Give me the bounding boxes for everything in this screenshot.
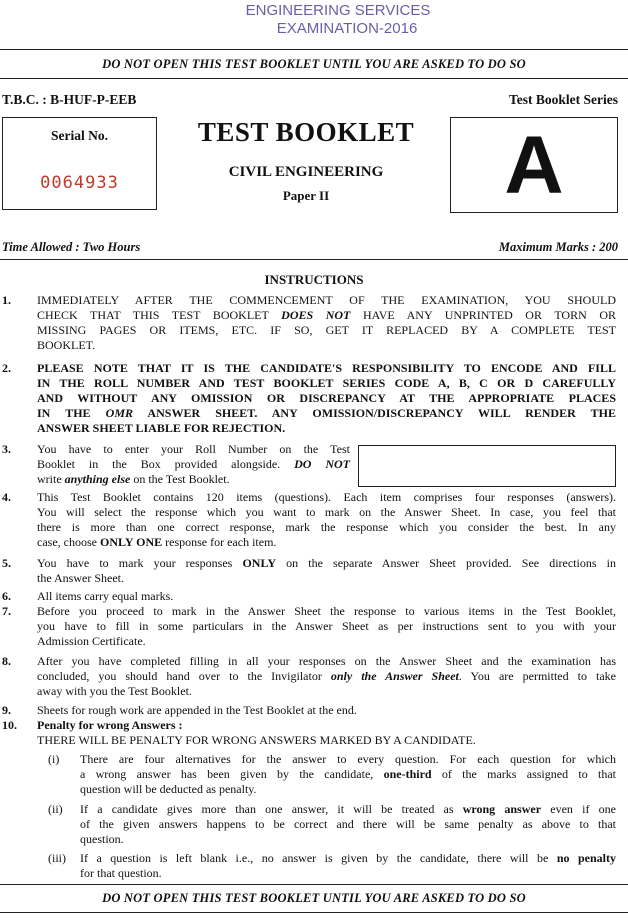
serial-label: Serial No. [51, 128, 108, 143]
penalty-point-text [80, 802, 616, 847]
penalty-line: question. [80, 832, 124, 847]
item-number: 3. [2, 442, 11, 456]
penalty-point-number: (ii) [48, 802, 63, 816]
item-line: Booklet in the Box provided alongside. DO NOT [37, 457, 350, 472]
tbc-code: T.B.C. : B-HUF-P-EEB [2, 92, 137, 107]
item-number: 2. [2, 361, 11, 375]
item-text [37, 490, 616, 550]
exam-stamp [228, 2, 448, 38]
item-line: CHECK THAT THIS TEST BOOKLET DOES NOT HAVE ANY UNPRINTED OR TORN OR [37, 308, 616, 323]
item-line: MISSING PAGES OR ITEMS, ETC. IF SO, GET IT REPLACED BY A COMPLETE TEST [37, 323, 616, 338]
item-line: You have to mark your responses ONLY on the separate Answer Sheet provided. See directions in [37, 556, 616, 570]
series-letter-box [450, 117, 618, 213]
penalty-line: question will be deducted as penalty. [80, 782, 257, 797]
item-line: the Answer Sheet. [37, 571, 124, 586]
item-number: 7. [2, 604, 11, 618]
item-line: ANSWER SHEET LIABLE FOR REJECTION. [37, 421, 286, 436]
bottom-banner-rule [0, 912, 628, 913]
item-number: 8. [2, 654, 11, 668]
item-line: PLEASE NOTE THAT IT IS THE CANDIDATE'S RESPONSIBILITY TO ENCODE AND FILL [37, 361, 616, 375]
item-line: IMMEDIATELY AFTER THE COMMENCEMENT OF THE EXAMINATION, YOU SHOULD [37, 293, 616, 307]
booklet-title: TEST BOOKLET [197, 117, 415, 147]
bottom-rule [0, 884, 628, 885]
penalty-line: If a candidate gives more than one answer, it will be treated as wrong answer even if one [80, 802, 616, 816]
instructions-heading: INSTRUCTIONS [264, 272, 364, 287]
item-number: 1. [2, 293, 11, 307]
item-line: write anything else on the Test Booklet. [37, 472, 230, 487]
item-line: case, choose ONLY ONE response for each item. [37, 535, 277, 550]
time-allowed: Time Allowed : Two Hours [2, 240, 141, 254]
item-text [37, 703, 616, 718]
item-line: IN THE OMR ANSWER SHEET. ANY OMISSION/DISCREPANCY WILL RENDER THE [37, 406, 616, 421]
header-rule [0, 259, 628, 260]
item-text [37, 654, 616, 699]
item-line: there is more than one correct response, mark the response which you consider the best. In any [37, 520, 616, 535]
penalty-heading: Penalty for wrong Answers : [37, 718, 183, 732]
item-text [37, 718, 616, 748]
top-rule [0, 49, 628, 50]
item-line: Sheets for rough work are appended in the Test Booklet at the end. [37, 703, 357, 717]
penalty-line: of the given answers happens to be correct and there will be same penalty as above to that [80, 817, 616, 832]
item-line: This Test Booklet contains 120 items (questions). Each item comprises four responses (answers). [37, 490, 616, 504]
serial-number: 0064933 [40, 173, 119, 193]
item-line: IN THE ROLL NUMBER AND TEST BOOKLET SERIES CODE A, B, C OR D CAREFULLY [37, 376, 616, 391]
item-line: You have to enter your Roll Number on the Test [37, 442, 350, 456]
item-text [37, 556, 616, 586]
penalty-point-text [80, 752, 616, 797]
item-line: THERE WILL BE PENALTY FOR WRONG ANSWERS MARKED BY A CANDIDATE. [37, 733, 476, 748]
series-letter: A [504, 120, 564, 211]
penalty-point-number: (i) [48, 752, 60, 766]
item-number: 4. [2, 490, 11, 504]
item-line: Before you proceed to mark in the Answer Sheet the response to various items in the Test Booklet, [37, 604, 616, 618]
item-number: 9. [2, 703, 11, 717]
penalty-point-text [80, 851, 616, 881]
item-line: Admission Certificate. [37, 634, 146, 649]
item-number: 10. [2, 718, 17, 732]
item-text [37, 604, 616, 649]
penalty-line: There are four alternatives for the answer to every question. For each question for which [80, 752, 616, 766]
subject-title: CIVIL ENGINEERING [228, 164, 384, 180]
item-line: All items carry equal marks. [37, 589, 174, 603]
item-line: away with you the Test Booklet. [37, 684, 192, 699]
item-text [37, 442, 350, 487]
top-warning-banner: DO NOT OPEN THIS TEST BOOKLET UNTIL YOU ARE ASKED TO DO SO [102, 57, 526, 71]
item-line: You will select the response which you want to mark on the Answer Sheet. In case, you feel that [37, 505, 616, 520]
item-number: 5. [2, 556, 11, 570]
penalty-line: a wrong answer has been given by the candidate, one-third of the marks assigned to that [80, 767, 616, 782]
penalty-line: for that question. [80, 866, 162, 881]
bottom-warning-banner: DO NOT OPEN THIS TEST BOOKLET UNTIL YOU ARE ASKED TO DO SO [102, 891, 526, 905]
serial-number-box [2, 117, 157, 210]
item-text [37, 361, 616, 436]
item-line: AND WITHOUT ANY OMISSION OR DISCREPANCY AT THE APPROPRIATE PLACES [37, 391, 616, 406]
stamp-line-2: EXAMINATION-2016 [276, 20, 418, 37]
item-line: BOOKLET. [37, 338, 96, 353]
item-line: you have to fill in some particulars in the Answer Sheet as per instructions sent to you with your [37, 619, 616, 634]
penalty-line: If a question is left blank i.e., no answer is given by the candidate, there will be no penalty [80, 851, 616, 865]
item-line: After you have completed filling in all your responses on the Answer Sheet and the examination has [37, 654, 616, 668]
stamp-line-1: ENGINEERING SERVICES [245, 2, 431, 19]
item-line: concluded, you should hand over to the Invigilator only the Answer Sheet. You are permitted to take [37, 669, 616, 684]
roll-number-box [358, 445, 616, 487]
paper-number: Paper II [282, 188, 330, 203]
test-booklet-series-label: Test Booklet Series [509, 92, 618, 107]
maximum-marks: Maximum Marks : 200 [498, 240, 618, 254]
item-text [37, 589, 616, 604]
banner-rule [0, 78, 628, 79]
item-text [37, 293, 616, 353]
item-number: 6. [2, 589, 11, 603]
penalty-point-number: (iii) [48, 851, 66, 865]
